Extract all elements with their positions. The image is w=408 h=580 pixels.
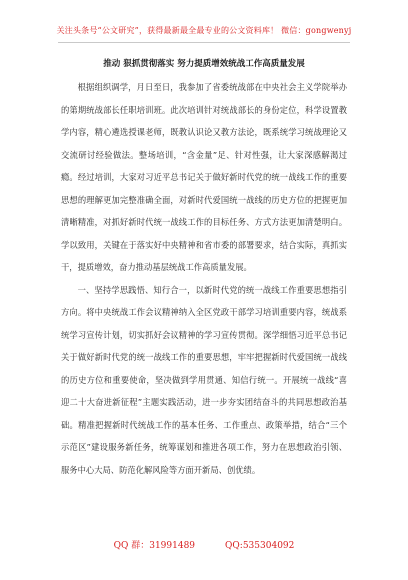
header-notice: 关注头条号“公文研究”，获得最新最全最专业的公文资料库！ 微信：gongwenyj bbox=[56, 26, 352, 35]
footer-contact bbox=[0, 538, 408, 551]
document-title: 推动 狠抓贯彻落实 努力提质增效统战工作高质量发展 bbox=[103, 59, 305, 69]
body-paragraph-2: 一、坚持学思践悟、知行合一，以新时代党的统一战线工作重要思想指引方向。将中央统战工作会议精神纳入全区党政干部学习培训重要内容，统战系统学习宣传计划，切实抓好会议精神的学习宣传贯彻。深学细悟习近平总书记关于做好新时代党的统一战线工作的重要思想，牢牢把握新时代爱国统一战线的历史方位和重要使命，坚决做到学用贯通、知信行统一。开展统一战线“喜迎二十大奋进新征程”主题实践活动，进一步夯实团结奋斗的共同思想政治基础。精准把握新时代统战工作的基本任务、工作重点、政策举措，结合“三个示范区”建设服务新任务，统筹谋划和推进各项工作，努力在思想政治引领、服务中心大局、防范化解风险等方面开新局、创优绩。 bbox=[61, 284, 347, 475]
document-body bbox=[61, 76, 347, 481]
footer-qq-number: QQ:535304092 bbox=[225, 541, 295, 551]
footer-qq-group: QQ 群：31991489 bbox=[113, 541, 196, 551]
header-divider bbox=[58, 42, 350, 43]
body-paragraph-1: 根据组织调学，月日至日，我参加了省委统战部在中央社会主义学院举办的第期统战部长任职培训班。此次培训针对统战部长的身份定位，科学设置教学内容，精心遴选授课老师，既教认识论又教方法论，既系统学习统战理论又交流研讨经验做法。整场培训，“含金量”足、针对性强，让大家深感解渴过瘾。经过培训，大家对习近平总书记关于做好新时代党的统一战线工作的重要思想的理解更加完整准确全面，对新时代爱国统一战线的历史方位的把握更加清晰精准，对抓好新时代统一战线工作的目标任务、方式方法更加清楚明白。学以致用，关键在于落实好中央精神和省市委的部署要求，结合实际，真抓实干，提质增效，奋力推动基层统战工作高质量发展。 bbox=[61, 82, 347, 272]
